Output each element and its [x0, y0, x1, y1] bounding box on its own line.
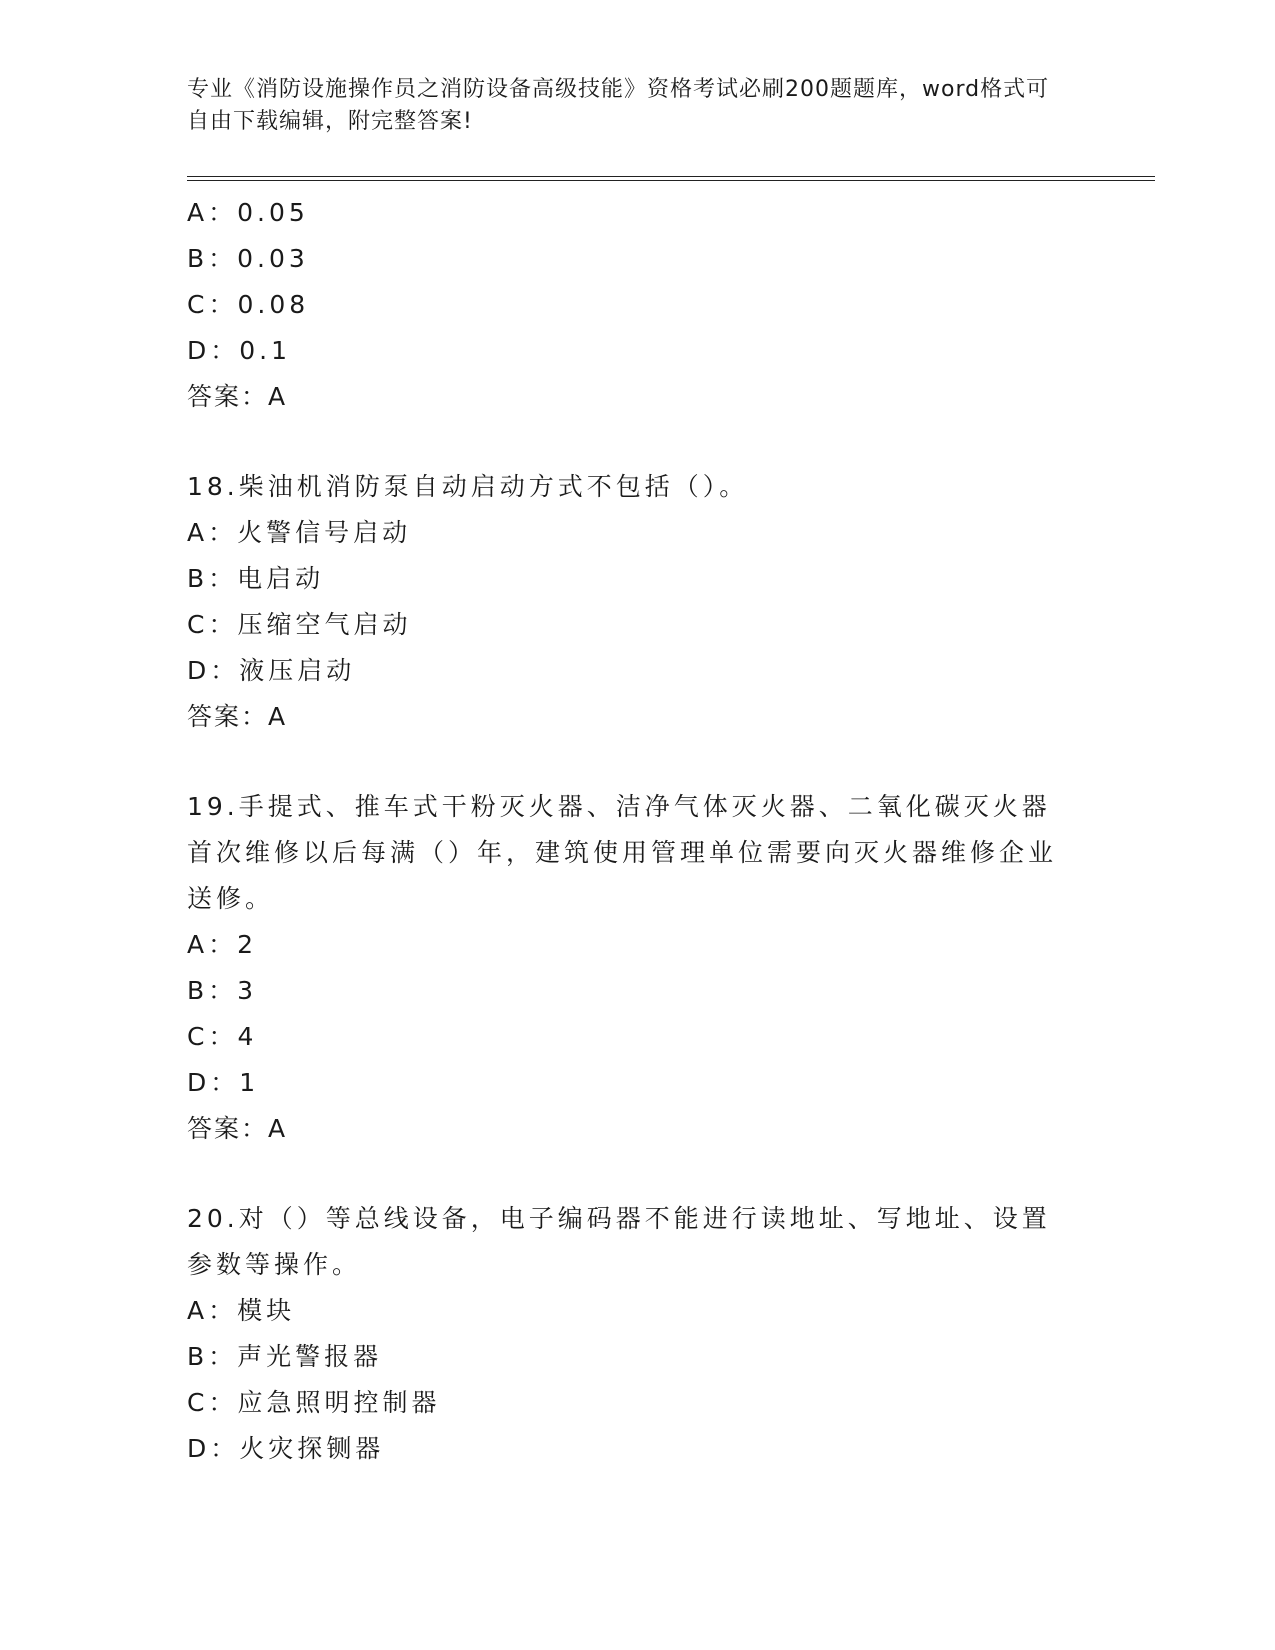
answer-line: 答案：A [187, 1114, 288, 1143]
question-19 [187, 784, 1077, 1152]
question-18 [187, 464, 1077, 740]
option-b: B：电启动 [187, 564, 325, 593]
document-header: 专业《消防设施操作员之消防设备高级技能》资格考试必刷200题题库，word格式可自由下载编辑，附完整答案! [187, 77, 1050, 134]
option-c: C：压缩空气启动 [187, 610, 412, 639]
option-a: A：火警信号启动 [187, 518, 412, 547]
option-c: C：4 [187, 1022, 258, 1051]
option-b: B：3 [187, 976, 258, 1005]
document-body [187, 190, 1077, 1472]
option-d: D：液压启动 [187, 656, 356, 685]
option-a: A：2 [187, 930, 258, 959]
option-d: D：0.1 [187, 336, 292, 365]
option-b: B：0.03 [187, 244, 309, 273]
answer-line: 答案：A [187, 702, 288, 731]
question-stem: 19.手提式、推车式干粉灭火器、洁净气体灭火器、二氧化碳灭火器首次维修以后每满（）年，建筑使用管理单位需要向灭火器维修企业送修。 [187, 792, 1058, 913]
answer-line: 答案：A [187, 382, 288, 411]
option-d: D：火灾探铡器 [187, 1434, 385, 1463]
option-c: C：应急照明控制器 [187, 1388, 441, 1417]
question-17-tail [187, 190, 1077, 420]
option-d: D：1 [187, 1068, 260, 1097]
question-20 [187, 1196, 1077, 1472]
option-b: B：声光警报器 [187, 1342, 383, 1371]
question-stem: 20.对（）等总线设备，电子编码器不能进行读地址、写地址、设置参数等操作。 [187, 1204, 1051, 1279]
option-a: A：模块 [187, 1296, 296, 1325]
header-double-rule [187, 176, 1155, 181]
option-a: A：0.05 [187, 198, 309, 227]
question-stem: 18.柴油机消防泵自动启动方式不包括（）。 [187, 472, 749, 501]
option-c: C：0.08 [187, 290, 310, 319]
